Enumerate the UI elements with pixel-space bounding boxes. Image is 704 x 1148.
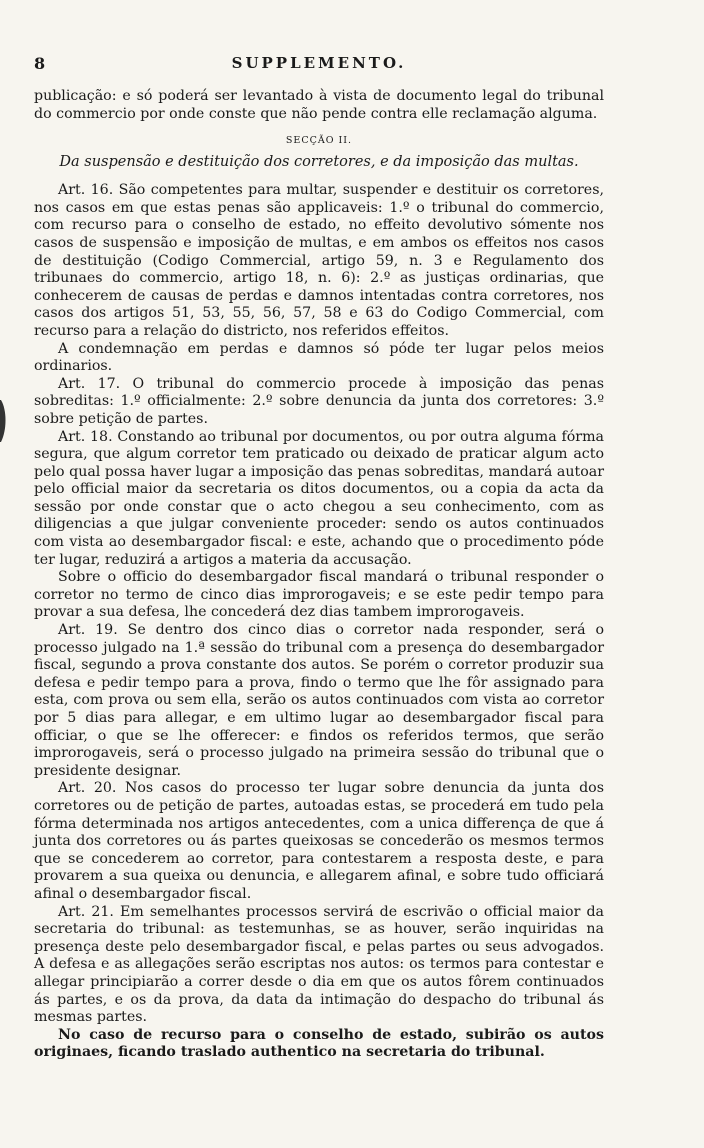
article-18-continuation: Sobre o officio do desembargador fiscal mandará o tribunal responder o corretor no termo de cinco dias improrogaveis; e se este pedir tempo para provar a sua defesa, lhe concederá dez dias tambem improrogaveis. [34,569,604,621]
intro-paragraph: publicação: e só poderá ser levantado à vista de documento legal do tribunal do commercio por onde conste que não pende contra elle reclamação alguma. [34,88,604,122]
section-title: Da suspensão e destituição dos corretores, e da imposição das multas. [59,154,579,171]
article-21: Art. 21. Em semelhantes processos servirá de escrivão o official maior da secretaria do tribunal: as testemunhas, se as houver, serão inquiridas na presença deste pelo desembargador fiscal, e pelas partes ou seus advogados. A defesa e as allegações serão escriptas nos autos: os termos para contestar e allegar principiarão a correr desde o dia em que os autos fôrem continuados ás partes, e os da prova, da data da intimação do despacho do tribunal ás mesmas partes. [34,903,604,1026]
page-number: 8 [34,54,46,73]
page-header [34,54,604,82]
article-16: Art. 16. São competentes para multar, suspender e destituir os corretores, nos casos em que estas penas são applicaveis: 1.º o tribunal do commercio, com recurso para o conselho de estado, no effeito devolutivo sómente nos casos de suspensão e imposição de multas, e em ambos os effeitos nos casos de destituição (Codigo Commercial, artigo 59, n. 3 e Regulamento dos tribunaes do commercio, artigo 18, n. 6): 2.º as justiças ordinarias, que conhecerem de causas de perdas e damnos intentadas contra corretores, nos casos dos artigos 51, 53, 55, 56, 57, 58 e 63 do Codigo Commercial, com recurso para a relação do districto, nos referidos effeitos. [34,182,604,339]
binding-shadow-mark [0,400,8,442]
article-16-note: A condemnação em perdas e damnos só póde ter lugar pelos meios ordinarios. [34,340,604,375]
article-18: Art. 18. Constando ao tribunal por documentos, ou por outra alguma fórma segura, que algum corretor tem praticado ou deixado de praticar algum acto pelo qual possa haver lugar a imposição das penas sobreditas, mandará autoar pelo official maior da secretaria os ditos documentos, ou a copia da acta da sessão por onde constar que o acto chegou a seu conhecimento, com as diligencias a que julgar conveniente proceder: sendo os autos continuados com vista ao desembargador fiscal: e este, achando que o procedimento póde ter lugar, reduzirá a artigos a materia da accusação. [34,428,604,568]
article-17: Art. 17. O tribunal do commercio procede à imposição das penas sobreditas: 1.º officialmente: 2.º sobre denuncia da junta dos corretores: 3.º sobre petição de partes. [34,375,604,427]
article-19: Art. 19. Se dentro dos cinco dias o corretor nada responder, será o processo julgado na 1.ª sessão do tribunal com a presença do desembargador fiscal, segundo a prova constante dos autos. Se porém o corretor produzir sua defesa e pedir tempo para a prova, findo o termo que lhe fôr assignado para esta, com prova ou sem ella, serão os autos continuados com vista ao corretor por 5 dias para allegar, e em ultimo lugar ao desembargador fiscal para officiar, o que se lhe offerecer: e findos os referidos termos, que serão improrogaveis, será o processo julgado na primeira sessão do tribunal que o presidente designar. [34,622,604,779]
article-20: Art. 20. Nos casos do processo ter lugar sobre denuncia da junta dos corretores ou de petição de partes, autoadas estas, se procederá em tudo pela fórma determinada nos artigos antecedentes, com a unica differença de que á junta dos corretores ou ás partes queixosas se concederão os mesmos termos que se concederem ao corretor, para contestarem a resposta deste, e para provarem a sua queixa ou denuncia, e allegarem afinal, e sobre tudo officiará afinal o desembargador fiscal. [34,780,604,902]
closing-paragraph: No caso de recurso para o conselho de estado, subirão os autos originaes, ficando traslado authentico na secretaria do tribunal. [34,1026,604,1061]
running-head: SUPPLEMENTO. [231,54,407,72]
section-label: SECÇÃO II. [285,135,353,147]
